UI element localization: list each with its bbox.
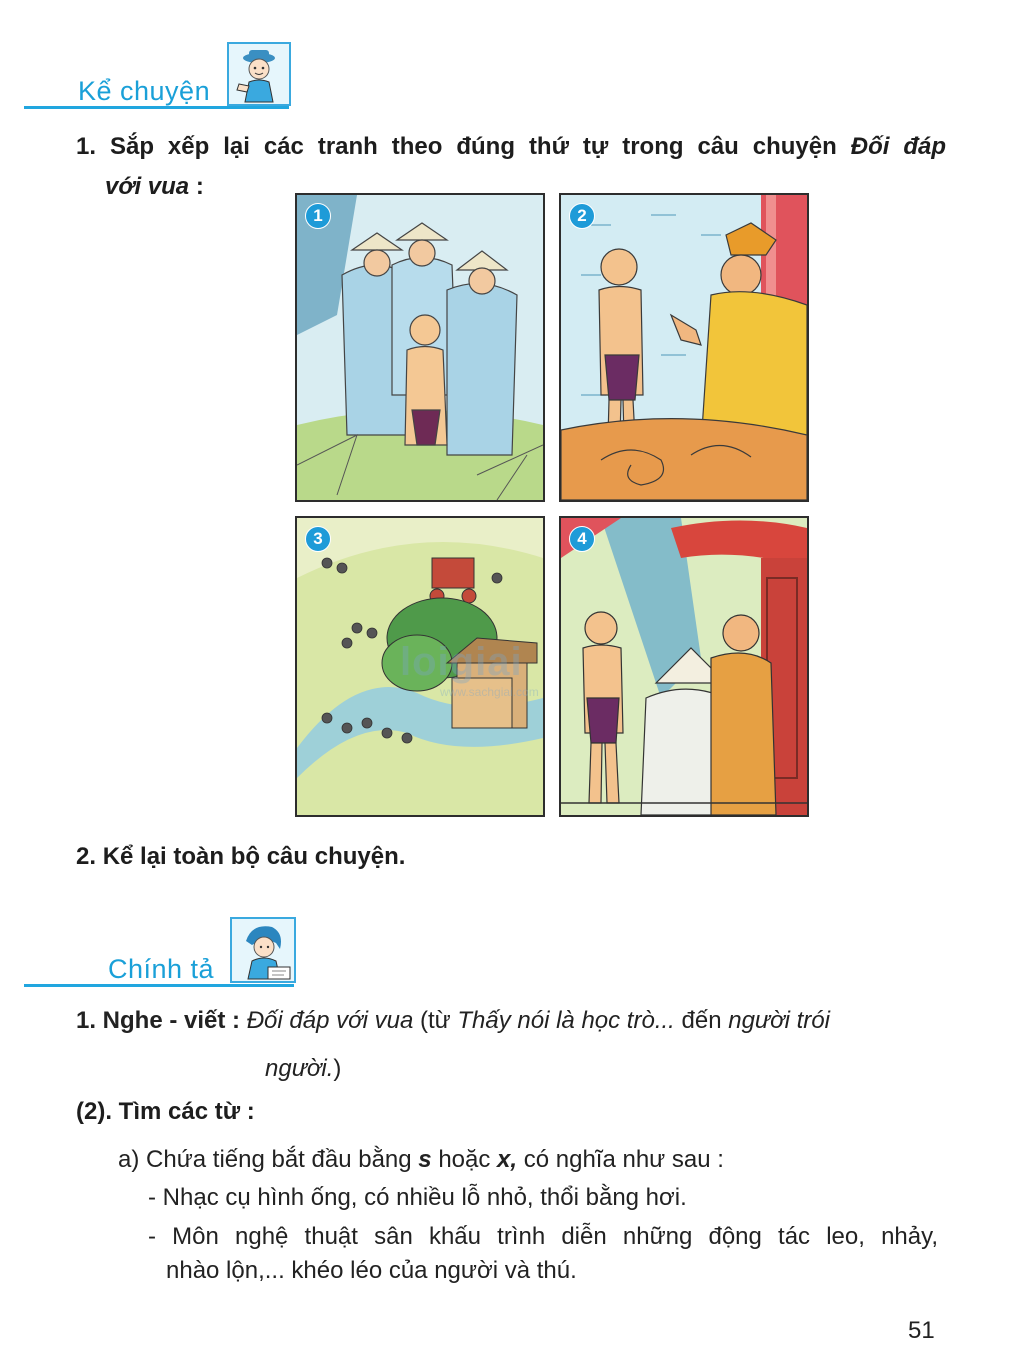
story-picture-3 [295, 516, 545, 817]
dictation-title: Đối đáp với vua [246, 1007, 414, 1034]
question-number: 1. [76, 133, 97, 160]
or-word: hoặc [438, 1146, 491, 1173]
exercise-a-suffix: có nghĩa như sau : [523, 1146, 724, 1173]
story-title-cont: với vua [105, 173, 190, 200]
letter-x: x, [497, 1146, 518, 1173]
bullet-2-line-2: nhào lộn,... khéo léo của người và thú. [166, 1257, 577, 1284]
boy-storyteller-icon [227, 42, 291, 106]
chinh-ta-question-1 [76, 1007, 936, 1035]
question-1-line-1 [76, 133, 946, 161]
section-title-chinh-ta: Chính tả [108, 954, 215, 984]
dictation-from: Thấy nói là học trò... [457, 1007, 675, 1034]
exercise-a [118, 1146, 724, 1174]
exercise-a-prefix: a) Chứa tiếng bắt đầu bằng [118, 1146, 412, 1173]
question-1-line-2 [105, 173, 204, 201]
story-picture-4 [559, 516, 809, 817]
picture-number-badge: 4 [569, 526, 595, 552]
watermark-url: www.sachgiai.com [440, 685, 539, 699]
chinh-ta-question-2: (2). Tìm các từ : [76, 1098, 255, 1125]
watermark-logo-text: loigiai [400, 640, 523, 684]
dictation-to: người trói [728, 1007, 830, 1034]
story-title: Đối đáp [850, 133, 947, 160]
question-2 [76, 843, 405, 871]
picture-number-badge: 3 [305, 526, 331, 552]
close-paren: ) [333, 1055, 342, 1082]
section-underline [24, 106, 289, 109]
letter-s: s [418, 1146, 432, 1173]
to-word: đến [681, 1007, 722, 1034]
dictation-to-cont: người. [265, 1055, 334, 1082]
chinh-ta-question-1-line-2 [265, 1055, 341, 1083]
section-title-ke-chuyen: Kể chuyện [78, 76, 211, 106]
picture-number-badge: 2 [569, 203, 595, 229]
page-number: 51 [908, 1317, 935, 1344]
story-picture-1 [295, 193, 545, 502]
story-picture-2 [559, 193, 809, 502]
question-number: 2. [76, 843, 97, 870]
picture-number-badge: 1 [305, 203, 331, 229]
question-text: Sắp xếp lại các tranh theo đúng thứ tự trong câu chuyện [109, 133, 837, 160]
bullet-2-line-1: - Môn nghệ thuật sân khấu trình diễn những động tác leo, nhảy, [148, 1223, 938, 1250]
girl-writing-icon [230, 917, 296, 983]
question-label: 1. Nghe - viết : [76, 1007, 241, 1034]
bullet-1: - Nhạc cụ hình ống, có nhiều lỗ nhỏ, thổi bằng hơi. [148, 1184, 687, 1211]
colon: : [195, 173, 204, 200]
question-text: Kể lại toàn bộ câu chuyện. [102, 843, 406, 870]
open-paren: (từ [419, 1007, 451, 1034]
section-underline [24, 984, 294, 987]
